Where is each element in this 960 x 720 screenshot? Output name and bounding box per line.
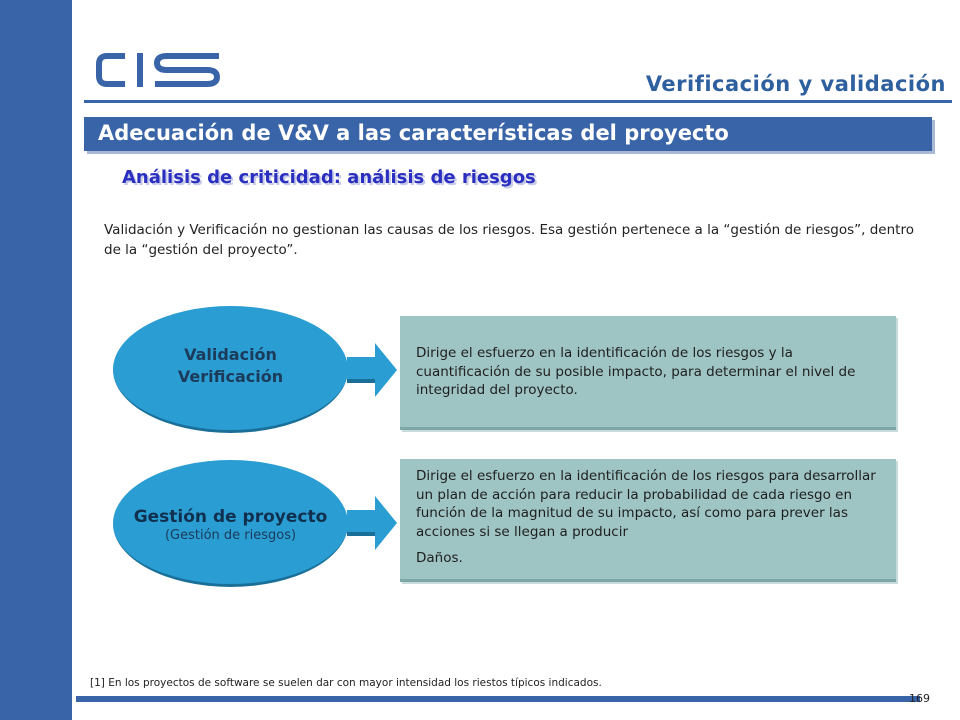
intro-paragraph: Validación y Verificación no gestionan las causas de los riesgos. Esa gestión pertenece a la “gestión de riesgos”, dentro de la “gestión del proyecto”. bbox=[104, 222, 914, 258]
logo-text: CIS bbox=[95, 50, 97, 51]
page-number: 169 bbox=[909, 692, 930, 705]
description-box-project bbox=[400, 459, 896, 582]
cis-logo bbox=[95, 50, 225, 90]
description-project-extra: Daños. bbox=[416, 550, 463, 566]
oval-line-verification: Verificación bbox=[177, 367, 284, 386]
oval-subtitle-risk-management: (Gestión de riesgos) bbox=[164, 528, 297, 543]
section-title-band bbox=[84, 117, 932, 151]
oval-project-management bbox=[113, 460, 348, 587]
oval-validation-verification bbox=[113, 306, 348, 433]
header-divider bbox=[84, 100, 952, 103]
arrow-right-icon bbox=[347, 496, 397, 550]
footnote: [1] En los proyectos de software se suelen dar con mayor intensidad los riestos típicos indicados. bbox=[90, 677, 602, 689]
arrow-right-icon bbox=[347, 343, 397, 397]
oval-title-project-management: Gestión de proyecto bbox=[133, 507, 328, 527]
left-accent-bar bbox=[0, 0, 72, 720]
footer-divider bbox=[76, 696, 920, 702]
section-title: Adecuación de V&V a las características del proyecto bbox=[98, 121, 729, 145]
page-header-title: Verificación y validación bbox=[645, 72, 946, 96]
oval-line-validation: Validación bbox=[184, 345, 277, 364]
subheading: Análisis de criticidad: análisis de riesgos bbox=[122, 167, 536, 188]
description-vv: Dirige el esfuerzo en la identificación de los riesgos y la cuantificación de su posible impacto, para determinar el nivel de integridad del proyecto. bbox=[416, 345, 856, 398]
description-project: Dirige el esfuerzo en la identificación de los riesgos para desarrollar un plan de acción para reducir la probabilidad de cada riesgo en función de la magnitud de su impacto, así como para prever las acciones si se llegan a producir bbox=[416, 468, 876, 540]
description-box-vv bbox=[400, 316, 896, 430]
